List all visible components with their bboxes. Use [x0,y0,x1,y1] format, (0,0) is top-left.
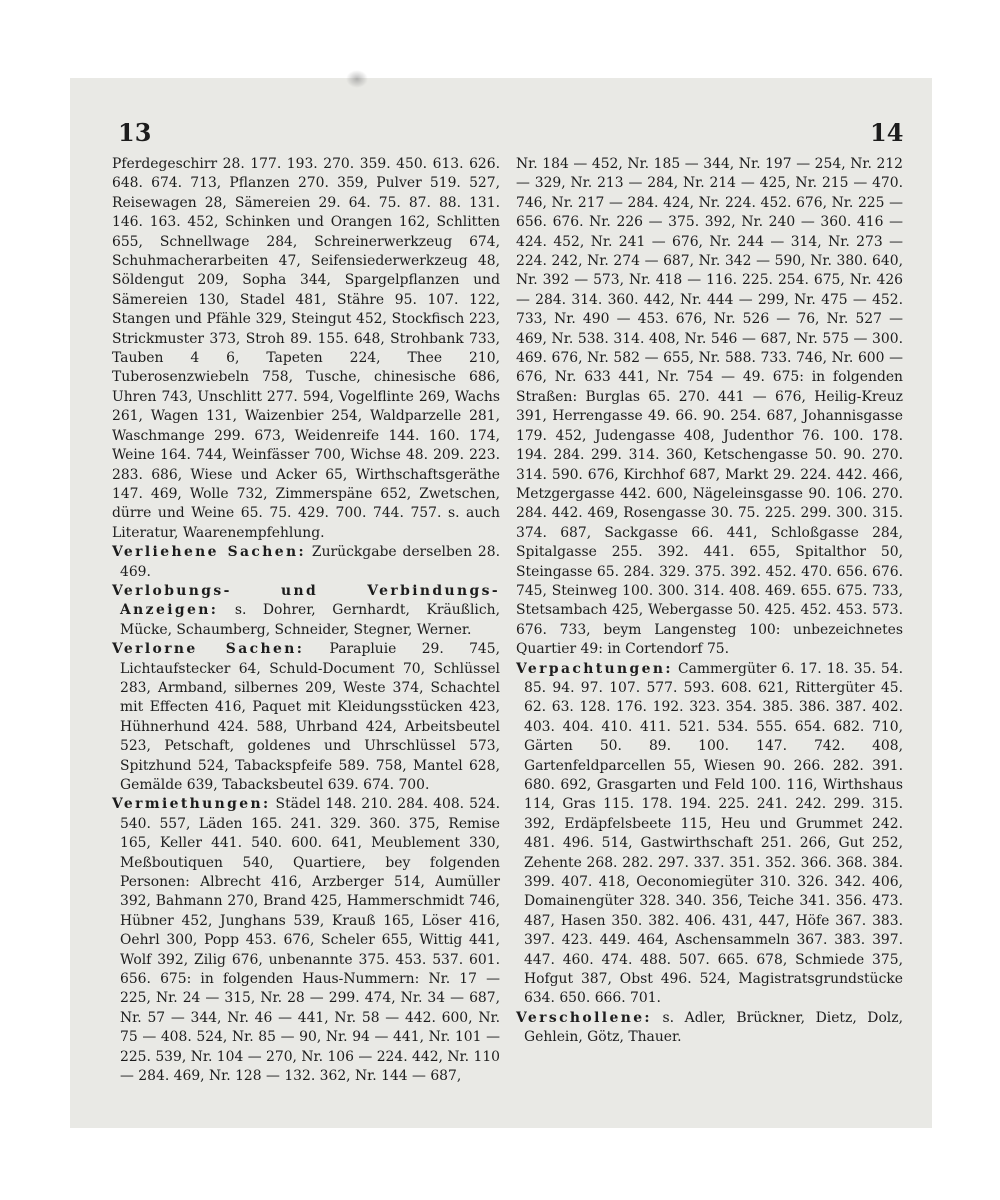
entry-heading: Verpachtungen: [516,660,673,677]
page-number-left: 13 [118,118,152,147]
right-column [516,155,903,1048]
entry-heading: Verlobungs- und Verbindungs-Anzeigen: [112,582,500,619]
index-entry [112,155,500,543]
ink-smudge [346,70,368,88]
index-entry [112,543,500,582]
index-entry [516,155,903,660]
entry-text: Städel 148. 210. 284. 408. 524. 540. 557, Läden 165. 241. 329. 360. 375, Remise 165, Keller 441. 540. 600. 641, Meublement 330, Meßboutiquen 540, Quartiere, bey folgenden Personen: Albrecht 416, Arzberger 514, Aumüller 392, Bahmann 270, Brand 425, Hammerschmidt 746, Hübner 452, Junghans 539, Krauß 165, Löser 416, Oehrl 300, Popp 453. 676, Scheler 655, Wittig 441, Wolf 392, Zilig 676, unbenannte 375. 453. 537. 601. 656. 675: in folgenden Haus-Nummern: Nr. 17 — 225, Nr. 24 — 315, Nr. 28 — 299. 474, Nr. 34 — 687, Nr. 57 — 344, Nr. 46 — 441, Nr. 58 — 442. 600, Nr. 75 — 408. 524, Nr. 85 — 90, Nr. 94 — 441, Nr. 101 — 225. 539, Nr. 104 — 270, Nr. 106 — 224. 442, Nr. 110 — 284. 469, Nr. 128 — 132. 362, Nr. 144 — 687, [120,796,500,1085]
index-entry [112,640,500,795]
entry-text: Cammergüter 6. 17. 18. 35. 54. 85. 94. 97. 107. 577. 593. 608. 621, Rittergüter 45. 62. 63. 128. 176. 192. 323. 354. 385. 386. 387. 402. 403. 404. 410. 411. 521. 534. 555. 654. 682. 710, Gärten 50. 89. 100. 147. 742. 408, Gartenfeldparcellen 55, Wiesen 90. 266. 282. 391. 680. 692, Grasgarten und Feld 100. 116, Wirthshaus 114, Gras 115. 178. 194. 225. 241. 242. 299. 315. 392, Erdäpfelsbeete 115, Heu und Grummet 242. 481. 496. 514, Gastwirthschaft 251. 266, Gut 252, Zehente 268. 282. 297. 337. 351. 352. 366. 368. 384. 399. 407. 418, Oeconomiegüter 310. 326. 342. 406, Domainengüter 328. 340. 356, Teiche 341. 356. 473. 487, Hasen 350. 382. 406. 431, 447, Höfe 367. 383. 397. 423. 449. 464, Aschensammeln 367. 383. 397. 447. 460. 474. 488. 507. 665. 678, Schmiede 375, Hofgut 387, Obst 496. 524, Magistratsgrundstücke 634. 650. 666. 701. [524,660,903,1007]
index-entry [112,582,500,640]
entry-heading: Verlorne Sachen: [112,641,305,658]
left-column [112,155,500,1087]
entry-heading: Verschollene: [516,1009,652,1026]
entry-heading: Vermiethungen: [112,796,271,813]
page-number-right: 14 [870,118,904,147]
entry-text: Parapluie 29. 745, Lichtaufstecker 64, Schuld-Document 70, Schlüssel 283, Armband, silbernes 209, Weste 374, Schachtel mit Effecten 416, Paquet mit Kleidungsstücken 423, Hühnerhund 424. 588, Uhrband 424, Arbeitsbeutel 523, Petschaft, goldenes und Uhrschlüssel 573, Spitzhund 524, Tabackspfeife 589. 758, Mantel 628, Gemälde 639, Tabacksbeutel 639. 674. 700. [120,641,501,793]
entry-text: Nr. 184 — 452, Nr. 185 — 344, Nr. 197 — 254, Nr. 212 — 329, Nr. 213 — 284, Nr. 214 — 425, Nr. 215 — 470. 746, Nr. 217 — 284. 424, Nr. 224. 452. 676, Nr. 225 — 656. 676. Nr. 226 — 375. 392, Nr. 240 — 360. 416 — 424. 452, Nr. 241 — 676, Nr. 244 — 314, Nr. 273 — 224. 242, Nr. 274 — 687, Nr. 342 — 590, Nr. 380. 640, Nr. 392 — 573, Nr. 418 — 116. 225. 254. 675, Nr. 426 — 284. 314. 360. 442, Nr. 444 — 299, Nr. 475 — 452. 733, Nr. 490 — 453. 676, Nr. 526 — 76, Nr. 527 — 469, Nr. 538. 314. 408, Nr. 546 — 687, Nr. 575 — 300. 469. 676, Nr. 582 — 655, Nr. 588. 733. 746, Nr. 600 — 676, Nr. 633 441, Nr. 754 — 49. 675: in folgenden Straßen: Burglas 65. 270. 441 — 676, Heilig-Kreuz 391, Herrengasse 49. 66. 90. 254. 687, Johannisgasse 179. 452, Judengasse 408, Judenthor 76. 100. 178. 194. 284. 299. 314. 360, Ketschengasse 50. 90. 270. 314. 590. 676, Kirchhof 687, Markt 29. 224. 442. 466, Metzgergasse 442. 600, Nägeleinsgasse 90. 106. 270. 284. 442. 469, Rosengasse 30. 75. 225. 299. 300. 315. 374. 687, Sackgasse 66. 441, Schloßgasse 284, Spitalgasse 255. 392. 441. 655, Spitalthor 50, Steingasse 65. 284. 329. 375. 392. 452. 470. 656. 676. 745, Steinweg 100. 300. 314. 408. 469. 655. 675. 733, Stetsambach 425, Webergasse 50. 425. 452. 453. 573. 676. 733, beym Langensteg 100: unbezeichnetes Quartier 49: in Cortendorf 75. [516,156,903,658]
entry-heading: Verliehene Sachen: [112,544,307,561]
index-entry [112,795,500,1086]
entry-text: Pferdegeschirr 28. 177. 193. 270. 359. 450. 613. 626. 648. 674. 713, Pflanzen 270. 359, Pulver 519. 527, Reisewagen 28, Sämereien 29. 64. 75. 87. 88. 131. 146. 163. 452, Schinken und Orangen 162, Schlitten 655, Schnellwage 284, Schreinerwerkzeug 674, Schuhmacherarbeiten 47, Seifensiederwerkzeug 48, Söldengut 209, Sopha 344, Spargelpflanzen und Sämereien 130, Stadel 481, Stähre 95. 107. 122, Stangen und Pfähle 329, Steingut 452, Stockfisch 223, Strickmuster 373, Stroh 89. 155. 648, Strohbank 733, Tauben 4 6, Tapeten 224, Thee 210, Tuberosenzwiebeln 758, Tusche, chinesische 686, Uhren 743, Unschlitt 277. 594, Vogelflinte 269, Wachs 261, Wagen 131, Waizenbier 254, Waldparzelle 281, Waschmange 299. 673, Weidenreife 144. 160. 174, Weine 164. 744, Weinfässer 700, Wichse 48. 209. 223. 283. 686, Wiese und Acker 65, Wirthschaftsgeräthe 147. 469, Wolle 732, Zimmerspäne 652, Zwetschen, dürre und Weine 65. 75. 429. 700. 744. 757. s. auch Literatur, Waarenempfehlung. [112,156,500,541]
entry-text: Zurückgabe derselben 28. 469. [120,544,500,580]
index-entry [516,660,903,1009]
entry-text: s. Adler, Brückner, Dietz, Dolz, Gehlein, Götz, Thauer. [524,1009,903,1046]
index-entry [516,1009,903,1048]
entry-text: s. Dohrer, Gernhardt, Kräußlich, Mücke, Schaumberg, Schneider, Stegner, Werner. [120,602,500,638]
